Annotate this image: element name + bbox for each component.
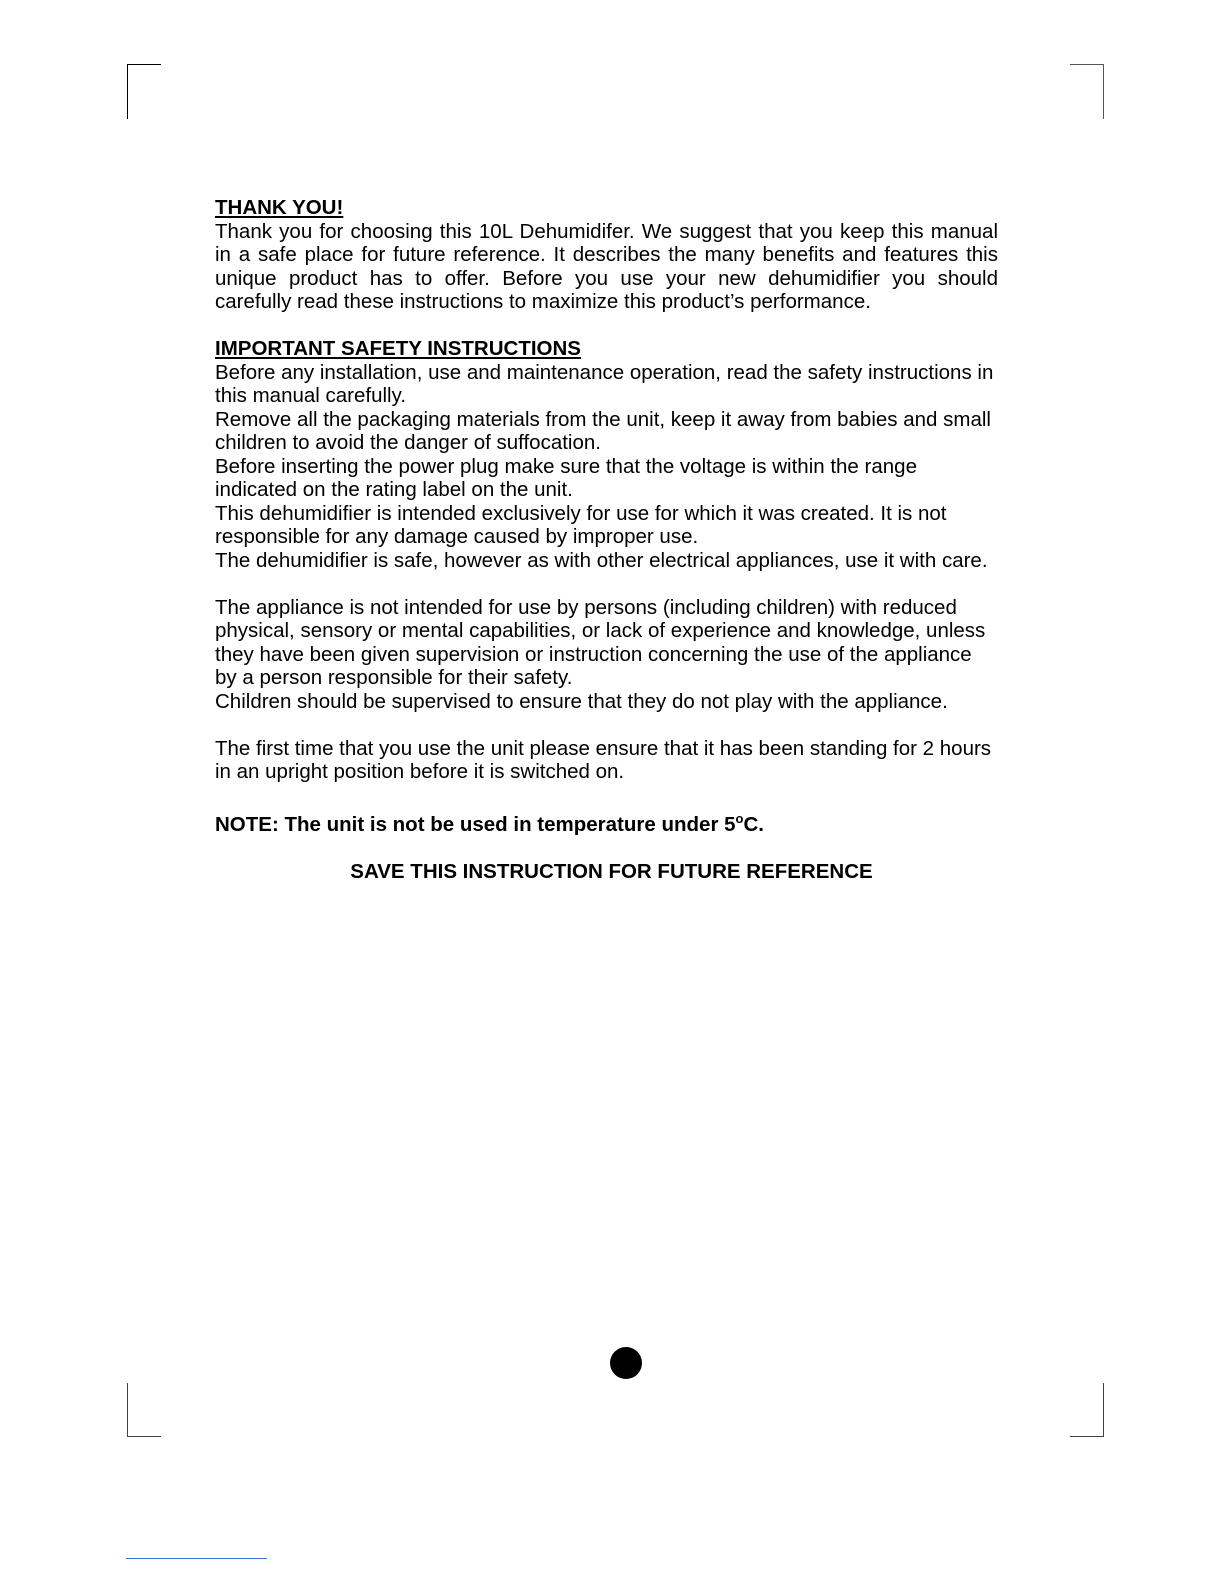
save-instruction-notice: SAVE THIS INSTRUCTION FOR FUTURE REFERENCE: [350, 859, 873, 883]
spacer: [215, 836, 998, 860]
safety-line-care: The dehumidifier is safe, however as with other electrical appliances, use it with care.: [215, 548, 988, 572]
spacer: [215, 713, 998, 737]
safety-line-voltage: Before inserting the power plug make sure that the voltage is within the range indicated on the rating label on the unit.: [215, 454, 917, 501]
first-use-paragraph: The first time that you use the unit please ensure that it has been standing for 2 hours in an upright position before it is switched on.: [215, 736, 992, 783]
spacer: [215, 314, 998, 338]
crop-mark-bottom-right: [1070, 1383, 1104, 1437]
page-marker-dot: [610, 1347, 642, 1379]
crop-mark-bottom-left: [127, 1383, 161, 1437]
temperature-unit: C.: [743, 812, 764, 836]
crop-mark-top-right: [1070, 64, 1104, 119]
spacer: [215, 572, 998, 596]
crop-mark-top-left: [127, 64, 161, 119]
safety-heading: IMPORTANT SAFETY INSTRUCTIONS: [215, 337, 581, 360]
safety-line-intended-use: This dehumidifier is intended exclusively for use for which it was created. It is not responsible for any damage caused by improper use.: [215, 501, 947, 548]
safety-line-packaging: Remove all the packaging materials from the unit, keep it away from babies and small children to avoid the danger of suffocation.: [215, 407, 991, 454]
manual-page-content: [215, 196, 998, 883]
thank-you-paragraph: Thank you for choosing this 10L Dehumidifer. We suggest that you keep this manual in a safe place for future reference. It describes the many benefits and features this unique product has to offer. Before you use your new dehumidifier you should carefully read these instructions to maximize this product’s performance.: [215, 219, 998, 313]
thank-you-heading: THANK YOU!: [215, 196, 344, 219]
children-supervision-line: Children should be supervised to ensure that they do not play with the appliance.: [215, 689, 948, 713]
footer-rule: [126, 1558, 267, 1559]
temperature-note-text: NOTE: The unit is not be used in temperature under 5: [215, 812, 736, 836]
spacer: [215, 784, 998, 808]
degree-mark: o: [735, 811, 744, 826]
persons-paragraph: The appliance is not intended for use by persons (including children) with reduced physical, sensory or mental capabilities, or lack of experience and knowledge, unless they have been given supervision or instruction concerning the use of the appliance by a person responsible for their safety.: [215, 595, 986, 689]
temperature-note: [215, 807, 998, 836]
safety-line-read-instructions: Before any installation, use and maintenance operation, read the safety instructions in this manual carefully.: [215, 360, 994, 407]
